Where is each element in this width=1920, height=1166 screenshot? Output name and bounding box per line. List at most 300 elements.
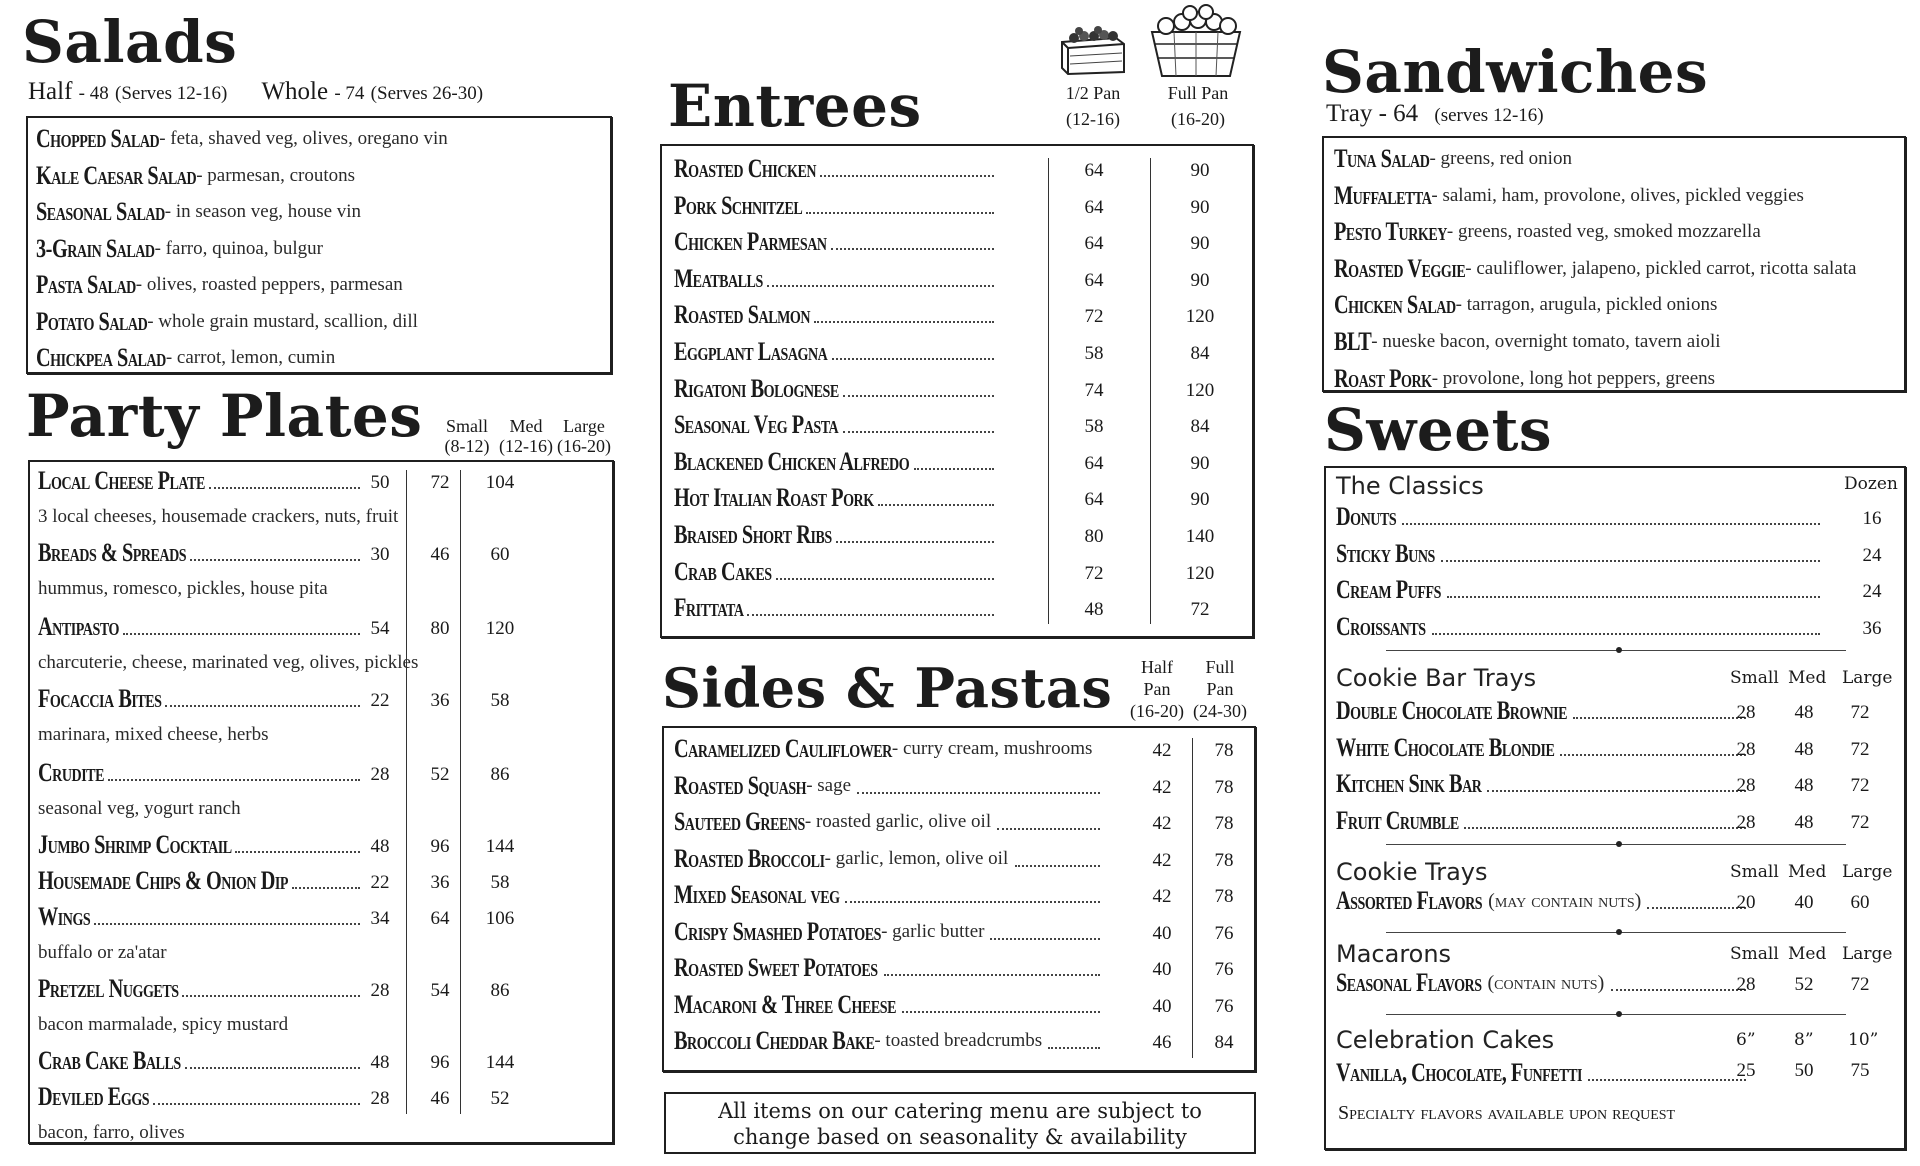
classic-name: Donuts [1336, 502, 1397, 531]
side-half-price: 42 [1152, 776, 1172, 798]
sandwich-name: Chicken Salad [1334, 290, 1456, 320]
sandwich-desc: - provolone, long hot peppers, greens [1431, 367, 1716, 389]
cookie-bar-dot-leader [1573, 717, 1746, 719]
sandwich-name: BLT [1334, 327, 1372, 356]
party-price: 54 [370, 618, 390, 639]
salad-name: Seasonal Salad [36, 197, 165, 226]
classic-dot-leader [1432, 633, 1820, 635]
entree-half-price: 64 [1084, 160, 1104, 181]
cookie-bar-name: Kitchen Sink Bar [1336, 769, 1482, 798]
classic-price: 24 [1862, 581, 1882, 602]
side-name: Roasted Sweet Potatoes [674, 953, 878, 982]
party-item-name: Breads & Spreads [38, 538, 187, 567]
cookie-bar-price: 28 [1736, 775, 1756, 796]
salad-item [36, 307, 606, 337]
party-price: 52 [490, 1088, 510, 1109]
side-dot-leader [884, 974, 1100, 976]
entree-half-price: 80 [1084, 526, 1104, 547]
side-name: Broccoli Cheddar Bake [674, 1026, 875, 1055]
cookie-trays-item [1336, 886, 1656, 916]
party-price: 28 [370, 980, 390, 1001]
full-pan-basket-icon [1144, 4, 1248, 80]
sides-title: Sides & Pastas [662, 656, 1113, 720]
salad-desc: - feta, shaved veg, olives, oregano vin [159, 128, 448, 149]
sandwich-desc: - tarragon, arugula, pickled onions [1455, 294, 1718, 316]
side-name: Roasted Squash [674, 770, 807, 800]
party-price: 58 [490, 872, 510, 893]
entree-name: Braised Short Ribs [674, 520, 832, 549]
party-item-name: Antipasto [38, 612, 119, 641]
sandwich-desc: - cauliflower, jalapeno, pickled carrot, ricotta salata [1465, 257, 1857, 279]
party-price: 64 [430, 908, 450, 929]
sandwich-item [1334, 254, 1898, 284]
sides-col-full: Full Pan (24-30) [1193, 657, 1247, 721]
cookie-bar-price: 48 [1794, 811, 1814, 833]
cookie-trays-col: Large [1842, 862, 1893, 882]
half-pan-crate-icon [1058, 24, 1128, 76]
cakes-price: 25 [1736, 1060, 1756, 1081]
sandwich-name: Pesto Turkey [1334, 217, 1447, 247]
salad-desc: - olives, roasted peppers, parmesan [135, 274, 403, 295]
sandwiches-tray-price [1326, 100, 1544, 128]
entree-full-price: 90 [1190, 196, 1210, 218]
side-item [674, 990, 1114, 1020]
party-price: 52 [430, 764, 450, 785]
party-item [38, 866, 358, 896]
entree-dot-leader [814, 321, 994, 323]
side-full-price: 78 [1214, 813, 1234, 834]
entree-item [674, 300, 1004, 330]
entree-dot-leader [843, 431, 994, 433]
party-item-desc: 3 local cheeses, housemade crackers, nuts, fruit [38, 506, 399, 527]
cakes-dot-leader [1588, 1079, 1746, 1081]
side-desc: - garlic, lemon, olive oil [824, 847, 1009, 869]
party-item-name: Housemade Chips & Onion Dip [38, 866, 288, 895]
classic-name: Cream Puffs [1336, 575, 1441, 604]
side-desc: - curry cream, mushrooms [891, 738, 1093, 759]
entree-name: Meatballs [674, 263, 763, 293]
salads-half-serves: (Serves 12-16) [115, 83, 228, 104]
sandwich-item [1334, 364, 1898, 394]
entree-item [674, 337, 1004, 367]
entrees-col-full: Full Pan (16-20) [1167, 83, 1229, 129]
party-price: 86 [490, 764, 510, 785]
party-item [38, 538, 358, 568]
section-divider [1386, 650, 1846, 651]
side-full-price: 78 [1214, 776, 1234, 798]
entree-half-price: 58 [1084, 416, 1104, 438]
cookie-bar-name: Double Chocolate Brownie [1336, 696, 1568, 725]
cookie-bar-dot-leader [1560, 754, 1746, 756]
entree-dot-leader [820, 175, 994, 177]
classic-name: Croissants [1336, 611, 1426, 641]
section-divider [1386, 932, 1846, 933]
side-dot-leader [990, 938, 1100, 940]
salads-whole-serves: (Serves 26-30) [370, 83, 484, 104]
entree-name: Blackened Chicken Alfredo [674, 446, 910, 476]
sandwich-desc: - salami, ham, provolone, olives, pickled veggies [1431, 184, 1804, 206]
side-item [674, 734, 1114, 764]
entree-half-price: 48 [1084, 599, 1104, 621]
cookie-trays-note: (may contain nuts) [1488, 889, 1642, 912]
party-price: 46 [430, 1088, 450, 1109]
side-half-price: 40 [1152, 922, 1172, 944]
entree-half-price: 64 [1084, 269, 1104, 291]
sandwich-item [1334, 144, 1898, 174]
side-item [674, 880, 1114, 910]
cookie-bar-price: 48 [1794, 738, 1814, 760]
party-dot-leader [123, 633, 360, 635]
cookie-bar-price: 28 [1736, 811, 1756, 833]
party-plates-title: Party Plates [26, 382, 423, 450]
entree-item [674, 154, 1004, 184]
cookie-bar-item [1336, 769, 1636, 799]
entree-dot-leader [914, 468, 994, 470]
sandwich-item [1334, 181, 1898, 211]
party-price: 22 [370, 690, 390, 711]
party-item-desc: bacon, farro, olives [38, 1122, 185, 1143]
side-dot-leader [997, 828, 1100, 830]
salad-name: Chopped Salad [36, 124, 160, 153]
cookie-trays-heading: Cookie Trays [1336, 858, 1488, 886]
salads-size-prices [28, 78, 483, 106]
party-item-name: Deviled Eggs [38, 1082, 150, 1111]
party-item-name: Jumbo Shrimp Cocktail [38, 830, 232, 859]
side-name: Roasted Broccoli [674, 843, 825, 873]
entree-item [674, 557, 1004, 587]
side-desc: - sage [806, 774, 852, 796]
salad-item [36, 343, 606, 373]
entree-full-price: 84 [1190, 416, 1210, 438]
side-full-price: 76 [1214, 922, 1234, 944]
entree-name: Eggplant Lasagna [674, 337, 828, 366]
cookie-trays-col: Small [1730, 862, 1779, 882]
entree-half-price: 64 [1084, 489, 1104, 511]
party-col-med: Med (12-16) [499, 416, 553, 456]
macarons-col: Med [1788, 944, 1827, 964]
entree-half-price: 64 [1084, 233, 1104, 255]
party-price: 144 [485, 1052, 515, 1073]
entree-col-divider [1048, 158, 1049, 624]
cookie-bar-name: Fruit Crumble [1336, 805, 1459, 835]
party-dot-leader [292, 887, 360, 889]
side-full-price: 78 [1214, 886, 1234, 907]
side-name: Crispy Smashed Potatoes [674, 916, 881, 946]
party-col-small: Small (8-12) [444, 416, 490, 456]
party-dot-leader [165, 705, 360, 707]
cakes-heading: Celebration Cakes [1336, 1026, 1555, 1054]
party-price: 72 [430, 472, 450, 493]
entree-full-price: 72 [1190, 599, 1210, 621]
party-price: 48 [370, 836, 390, 857]
party-item-desc: seasonal veg, yogurt ranch [38, 798, 241, 819]
divider-dot [1616, 929, 1622, 935]
side-half-price: 42 [1152, 813, 1172, 834]
sandwich-name: Roast Pork [1334, 363, 1432, 393]
classic-dot-leader [1447, 596, 1820, 598]
party-item [38, 1082, 358, 1112]
cakes-name: Vanilla, Chocolate, Funfetti [1336, 1058, 1582, 1087]
classic-item [1336, 612, 1636, 642]
salad-desc: - parmesan, croutons [196, 164, 356, 186]
entree-full-price: 90 [1190, 233, 1210, 255]
entree-full-price: 90 [1190, 269, 1210, 291]
sandwiches-box [1322, 136, 1906, 392]
entree-dot-leader [843, 395, 994, 397]
entree-name: Hot Italian Roast Pork [674, 483, 874, 513]
macarons-heading: Macarons [1336, 940, 1452, 968]
salad-name: 3-Grain Salad [36, 233, 155, 263]
side-item [674, 953, 1114, 983]
party-item-desc: buffalo or za'atar [38, 942, 167, 963]
party-item [38, 974, 358, 1004]
cakes-specialty-note: Specialty flavors available upon request [1338, 1102, 1676, 1124]
side-dot-leader [902, 1011, 1100, 1013]
party-dot-leader [153, 1103, 360, 1105]
salad-desc: - in season veg, house vin [164, 201, 362, 222]
cookie-trays-name: Assorted Flavors [1336, 886, 1483, 915]
party-plates-box [28, 460, 614, 1144]
section-divider [1386, 1014, 1846, 1015]
party-dot-leader [108, 779, 360, 781]
entree-full-price: 84 [1190, 343, 1210, 364]
cakes-col: 8” [1794, 1030, 1814, 1050]
entree-item [674, 264, 1004, 294]
party-item [38, 466, 358, 496]
party-price: 104 [485, 472, 515, 493]
party-dot-leader [190, 559, 360, 561]
sandwiches-tray-serves: (serves 12-16) [1434, 105, 1544, 126]
entree-half-price: 64 [1084, 452, 1104, 474]
side-item [674, 844, 1114, 874]
salads-half-label: Half [28, 78, 73, 105]
cookie-trays-price: 20 [1736, 892, 1756, 913]
macarons-col: Large [1842, 944, 1893, 964]
party-item-desc: hummus, romesco, pickles, house pita [38, 578, 328, 599]
party-price: 36 [430, 872, 450, 893]
entree-full-price: 90 [1190, 160, 1210, 181]
side-item [674, 771, 1114, 801]
party-price: 120 [485, 618, 515, 639]
side-half-price: 42 [1152, 849, 1172, 871]
entree-item [674, 374, 1004, 404]
party-dot-leader [209, 487, 360, 489]
side-col-divider [1192, 738, 1193, 1058]
party-item-name: Crab Cake Balls [38, 1046, 181, 1075]
side-dot-leader [845, 901, 1100, 903]
party-price: 96 [430, 836, 450, 857]
availability-note-line2: change based on seasonality & availability [733, 1125, 1187, 1149]
cookie-trays-col: Med [1788, 862, 1827, 882]
cakes-price: 50 [1794, 1060, 1814, 1081]
party-item-desc: marinara, mixed cheese, herbs [38, 724, 269, 745]
entree-full-price: 90 [1190, 452, 1210, 474]
party-price: 86 [490, 980, 510, 1001]
entree-name: Rigatoni Bolognese [674, 373, 839, 403]
side-item [674, 1026, 1114, 1056]
side-full-price: 76 [1214, 959, 1234, 980]
party-dot-leader [94, 923, 360, 925]
entree-item [674, 520, 1004, 550]
salads-title: Salads [22, 8, 238, 76]
side-half-price: 40 [1152, 959, 1172, 980]
party-price: 34 [370, 908, 390, 929]
party-item-desc: bacon marmalade, spicy mustard [38, 1014, 289, 1035]
sandwich-item [1334, 290, 1898, 320]
entrees-title: Entrees [668, 72, 922, 140]
cookie-trays-price: 60 [1850, 892, 1870, 913]
side-half-price: 42 [1152, 740, 1172, 761]
sandwich-name: Roasted Veggie [1334, 253, 1466, 283]
cookie-bar-price: 28 [1736, 702, 1756, 723]
entree-dot-leader [878, 504, 994, 506]
salad-name: Chickpea Salad [36, 343, 166, 372]
salad-item [36, 270, 606, 300]
classics-heading: The Classics [1336, 472, 1484, 500]
cookie-bar-price: 48 [1794, 702, 1814, 723]
side-desc: - roasted garlic, olive oil [804, 811, 992, 832]
side-name: Mixed Seasonal veg [674, 880, 840, 909]
party-price: 144 [485, 836, 515, 857]
side-full-price: 84 [1214, 1032, 1234, 1053]
party-price: 48 [370, 1052, 390, 1073]
cakes-item [1336, 1058, 1636, 1088]
entree-item [674, 191, 1004, 221]
classic-price: 36 [1862, 617, 1882, 639]
entree-item [674, 410, 1004, 440]
side-desc: - garlic butter [881, 920, 985, 942]
side-full-price: 78 [1214, 740, 1234, 761]
divider-dot [1616, 1011, 1622, 1017]
macarons-price: 28 [1736, 974, 1756, 995]
sandwich-desc: - greens, roasted veg, smoked mozzarella [1446, 221, 1761, 243]
sandwich-item [1334, 217, 1898, 247]
side-half-price: 40 [1152, 995, 1172, 1017]
entree-full-price: 140 [1185, 526, 1215, 547]
classic-dot-leader [1441, 560, 1820, 562]
entree-dot-leader [747, 614, 994, 616]
macarons-item [1336, 968, 1656, 998]
entree-dot-leader [767, 285, 994, 287]
party-item [38, 830, 358, 860]
entrees-box [660, 144, 1254, 638]
cookie-bar-price: 72 [1850, 775, 1870, 796]
party-item [38, 902, 358, 932]
cookie-bar-name: White Chocolate Blondie [1336, 732, 1555, 762]
party-price: 30 [370, 544, 390, 565]
macarons-note: (contain nuts) [1487, 971, 1605, 994]
salads-whole-label: Whole [261, 78, 329, 105]
party-price: 46 [430, 544, 450, 565]
party-item [38, 1046, 358, 1076]
cookie-bar-item [1336, 733, 1636, 763]
entree-dot-leader [832, 358, 994, 360]
sandwich-name: Tuna Salad [1334, 144, 1430, 173]
entree-name: Pork Schnitzel [674, 190, 803, 220]
cookie-bar-price: 72 [1850, 702, 1870, 723]
party-price: 58 [490, 690, 510, 711]
salads-box [26, 116, 612, 374]
salad-item [36, 161, 606, 191]
entree-dot-leader [776, 578, 995, 580]
classic-item [1336, 575, 1636, 605]
sides-col-half: Half Pan (16-20) [1130, 657, 1184, 721]
entree-dot-leader [836, 541, 994, 543]
cookie-bar-item [1336, 696, 1636, 726]
classic-item [1336, 502, 1636, 532]
classics-col-dozen: Dozen [1844, 474, 1898, 494]
sandwiches-tray-label: Tray - 64 [1326, 100, 1419, 127]
party-price: 36 [430, 690, 450, 711]
classic-dot-leader [1402, 523, 1820, 525]
cookie-bar-dot-leader [1487, 790, 1746, 792]
side-name: Macaroni & Three Cheese [674, 989, 896, 1019]
party-price: 54 [430, 980, 450, 1001]
entree-name: Chicken Parmesan [674, 227, 827, 257]
party-col-large: Large (16-20) [557, 416, 611, 456]
side-desc: - toasted breadcrumbs [874, 1030, 1043, 1051]
macarons-price: 72 [1850, 974, 1870, 995]
salads-whole-price: - 74 [334, 83, 365, 104]
party-item-name: Local Cheese Plate [38, 466, 205, 495]
salad-item [36, 197, 606, 227]
party-item-name: Focaccia Bites [38, 684, 162, 713]
salad-name: Kale Caesar Salad [36, 160, 197, 190]
party-price: 50 [370, 472, 390, 493]
side-full-price: 76 [1214, 995, 1234, 1017]
entree-name: Crab Cakes [674, 556, 772, 586]
entree-item [674, 483, 1004, 513]
entree-item [674, 447, 1004, 477]
party-item-name: Crudite [38, 758, 104, 787]
side-dot-leader [1048, 1047, 1100, 1049]
sandwiches-title: Sandwiches [1322, 38, 1709, 106]
cookie-bar-dot-leader [1464, 827, 1746, 829]
entree-full-price: 90 [1190, 489, 1210, 511]
divider-dot [1616, 647, 1622, 653]
entree-half-price: 72 [1084, 306, 1104, 328]
side-item [674, 917, 1114, 947]
side-name: Sauteed Greens [674, 807, 805, 836]
salad-desc: - farro, quinoa, bulgur [154, 237, 323, 259]
sweets-box [1324, 466, 1906, 1150]
entree-name: Roasted Salmon [674, 300, 811, 330]
entree-half-price: 74 [1084, 379, 1104, 401]
side-item [674, 807, 1114, 837]
salad-desc: - whole grain mustard, scallion, dill [147, 310, 418, 332]
salad-desc: - carrot, lemon, cumin [165, 347, 336, 368]
cakes-col: 6” [1736, 1030, 1756, 1050]
party-item-name: Wings [38, 902, 91, 931]
classic-price: 16 [1862, 508, 1882, 529]
party-price: 96 [430, 1052, 450, 1073]
entree-col-divider [1150, 158, 1151, 624]
sandwich-desc: - greens, red onion [1429, 148, 1572, 169]
cakes-price: 75 [1850, 1060, 1870, 1081]
salad-item [36, 124, 606, 154]
cookie-bar-col: Large [1842, 668, 1893, 688]
party-col-divider [406, 470, 407, 1114]
party-item [38, 612, 358, 642]
classic-name: Sticky Buns [1336, 538, 1435, 568]
macarons-col: Small [1730, 944, 1779, 964]
party-price: 106 [485, 908, 515, 929]
party-price: 28 [370, 1088, 390, 1109]
availability-note [664, 1092, 1256, 1154]
party-dot-leader [235, 851, 360, 853]
party-price: 80 [430, 618, 450, 639]
classic-price: 24 [1862, 544, 1882, 566]
